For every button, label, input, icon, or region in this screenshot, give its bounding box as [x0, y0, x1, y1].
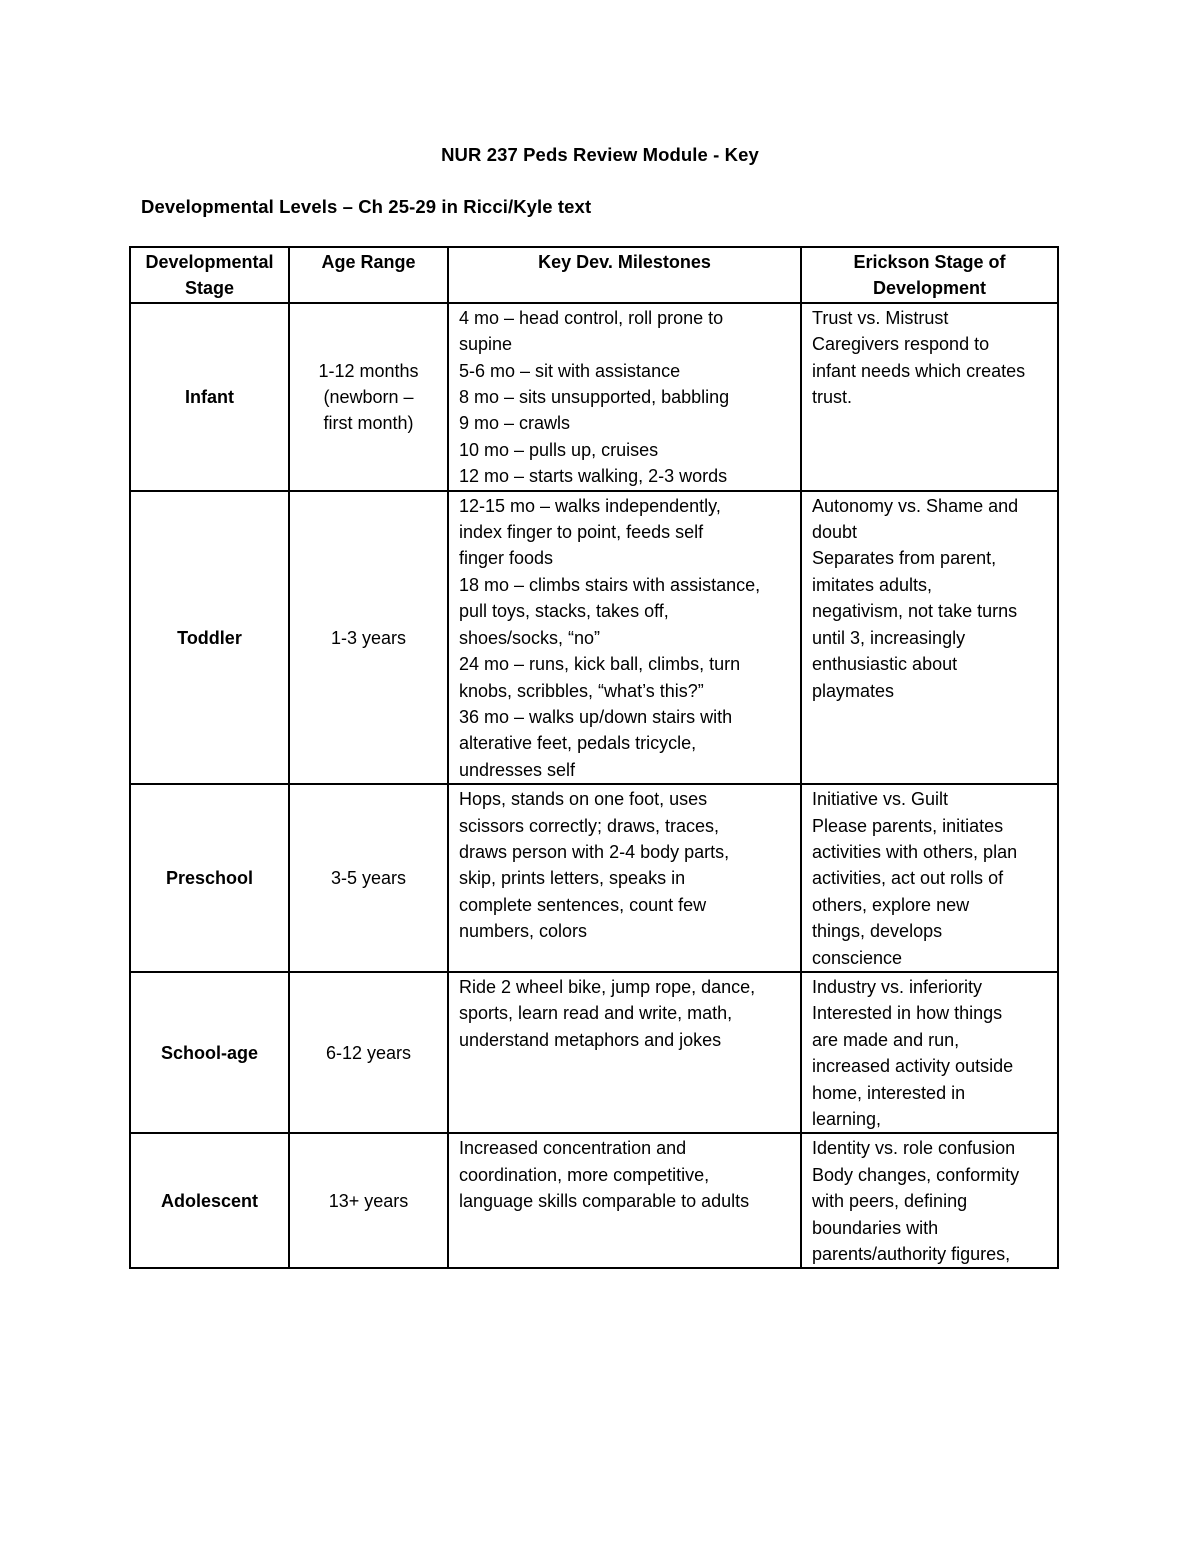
erikson-stage-cell-line: parents/authority figures, [812, 1244, 1011, 1265]
erikson-stage-cell-line: others, explore new [812, 894, 970, 915]
milestones-cell-line: 36 mo – walks up/down stairs with [459, 706, 733, 727]
age-range-cell-line: 1-12 months [318, 360, 419, 381]
milestones-cell-line: shoes/socks, “no” [459, 627, 601, 648]
erikson-stage-cell-line: Trust vs. Mistrust [812, 307, 949, 328]
age-range-cell [289, 972, 448, 1133]
milestones-cell-line: supine [459, 334, 513, 355]
milestones-cell-line: 12-15 mo – walks independently, [459, 495, 721, 516]
milestones-cell-line: Ride 2 wheel bike, jump rope, dance, [459, 976, 756, 997]
milestones-cell-line: sports, learn read and write, math, [459, 1003, 733, 1024]
erikson-stage-cell-line: with peers, defining [812, 1191, 968, 1212]
erikson-stage-cell [801, 972, 1058, 1133]
header-line: Erickson Stage of [853, 252, 1006, 272]
milestones-cell-line: understand metaphors and jokes [459, 1029, 722, 1050]
erikson-stage-cell-line: doubt [812, 522, 858, 543]
developmental-levels-table [129, 246, 1059, 1269]
erikson-stage-cell-line: Body changes, conformity [812, 1164, 1020, 1185]
milestones-cell-line: 5-6 mo – sit with assistance [459, 360, 681, 381]
milestones-cell-line: 8 mo – sits unsupported, babbling [459, 387, 730, 408]
milestones-cell-line: language skills comparable to adults [459, 1191, 750, 1212]
erikson-stage-cell-line: Autonomy vs. Shame and [812, 495, 1019, 516]
table-row [130, 491, 1058, 784]
milestones-cell-line: Increased concentration and [459, 1138, 687, 1159]
milestones-cell-line: 24 mo – runs, kick ball, climbs, turn [459, 654, 741, 675]
erikson-stage-cell-line: home, interested in [812, 1082, 966, 1103]
milestones-cell-line: scissors correctly; draws, traces, [459, 815, 720, 836]
section-heading: Developmental Levels – Ch 25-29 in Ricci/Kyle text [141, 196, 592, 217]
age-range-cell [289, 1133, 448, 1268]
erikson-stage-cell-line: boundaries with [812, 1217, 939, 1238]
erikson-stage-cell-line: are made and run, [812, 1029, 960, 1050]
milestones-cell-line: pull toys, stacks, takes off, [459, 601, 669, 622]
header-line: Development [872, 278, 987, 299]
milestones-cell-line: 12 mo – starts walking, 2-3 words [459, 466, 728, 487]
milestones-cell-line: 10 mo – pulls up, cruises [459, 439, 659, 460]
age-range-cell [289, 784, 448, 972]
age-range-cell [289, 491, 448, 784]
milestones-cell-line: 4 mo – head control, roll prone to [459, 307, 724, 328]
erikson-stage-cell-line: Please parents, initiates [812, 815, 1004, 836]
milestones-cell-line: finger foods [459, 548, 554, 569]
erikson-stage-cell [801, 1133, 1058, 1268]
milestones-cell-line: knobs, scribbles, “what’s this?” [459, 680, 704, 701]
table-row [130, 1133, 1058, 1268]
header-line: Developmental [145, 252, 274, 272]
erikson-stage-cell-line: increased activity outside [812, 1056, 1014, 1077]
milestones-cell-line: draws person with 2-4 body parts, [459, 841, 730, 862]
header-key-milestones: Key Dev. Milestones [448, 247, 801, 303]
age-range-cell-line: 13+ years [328, 1191, 409, 1212]
age-range-cell [289, 303, 448, 491]
document-title: NUR 237 Peds Review Module - Key [441, 144, 759, 165]
table-row [130, 784, 1058, 972]
header-age-range: Age Range [289, 247, 448, 303]
erikson-stage-cell [801, 491, 1058, 784]
erikson-stage-cell-line: negativism, not take turns [812, 601, 1018, 622]
erikson-stage-cell-line: activities, act out rolls of [812, 868, 1004, 889]
header-developmental-stage [130, 247, 289, 303]
age-range-cell-line: 3-5 years [330, 868, 407, 889]
erikson-stage-cell-line: learning, [812, 1109, 882, 1129]
erikson-stage-cell-line: infant needs which creates [812, 360, 1026, 381]
erikson-stage-cell [801, 784, 1058, 972]
erikson-stage-cell-line: trust. [812, 387, 853, 408]
erikson-stage-cell-line: conscience [812, 947, 903, 968]
milestones-cell-line: numbers, colors [459, 921, 588, 942]
erikson-stage-cell-line: Initiative vs. Guilt [812, 789, 949, 810]
erikson-stage-cell-line: enthusiastic about [812, 654, 958, 675]
milestones-cell-line: 18 mo – climbs stairs with assistance, [459, 574, 761, 595]
erikson-stage-cell-line: things, develops [812, 921, 943, 942]
table-row [130, 303, 1058, 491]
age-range-cell-line: (newborn – [323, 387, 414, 408]
developmental-stage-cell: Preschool [130, 784, 289, 972]
milestones-cell [448, 784, 801, 972]
milestones-cell-line: complete sentences, count few [459, 894, 707, 915]
milestones-cell-line: Hops, stands on one foot, uses [459, 789, 708, 810]
erikson-stage-cell-line: imitates adults, [812, 574, 933, 595]
milestones-cell-line: undresses self [459, 759, 576, 780]
header-line: Stage [184, 278, 235, 299]
milestones-cell-line: 9 mo – crawls [459, 413, 571, 434]
table-row [130, 972, 1058, 1133]
milestones-cell [448, 1133, 801, 1268]
milestones-cell-line: skip, prints letters, speaks in [459, 868, 686, 889]
milestones-cell-line: alterative feet, pedals tricycle, [459, 733, 697, 754]
milestones-cell-line: index finger to point, feeds self [459, 522, 704, 543]
erikson-stage-cell-line: playmates [812, 680, 895, 701]
erikson-stage-cell-line: Industry vs. inferiority [812, 976, 983, 997]
header-erikson-stage [801, 247, 1058, 303]
age-range-cell-line: 1-3 years [330, 627, 407, 648]
table-header-row [130, 247, 1058, 303]
erikson-stage-cell-line: until 3, increasingly [812, 627, 966, 648]
developmental-stage-cell: Adolescent [130, 1133, 289, 1268]
age-range-cell-line: 6-12 years [325, 1042, 412, 1063]
erikson-stage-cell-line: Caregivers respond to [812, 334, 990, 355]
erikson-stage-cell-line: Identity vs. role confusion [812, 1138, 1016, 1159]
milestones-cell [448, 303, 801, 491]
erikson-stage-cell [801, 303, 1058, 491]
erikson-stage-cell-line: activities with others, plan [812, 841, 1018, 862]
milestones-cell [448, 491, 801, 784]
table-body [130, 303, 1058, 1269]
milestones-cell-line: coordination, more competitive, [459, 1164, 710, 1185]
developmental-stage-cell: School-age [130, 972, 289, 1133]
age-range-cell-line: first month) [323, 413, 414, 434]
erikson-stage-cell-line: Separates from parent, [812, 548, 997, 569]
milestones-cell [448, 972, 801, 1133]
erikson-stage-cell-line: Interested in how things [812, 1003, 1003, 1024]
developmental-stage-cell: Infant [130, 303, 289, 491]
developmental-stage-cell: Toddler [130, 491, 289, 784]
